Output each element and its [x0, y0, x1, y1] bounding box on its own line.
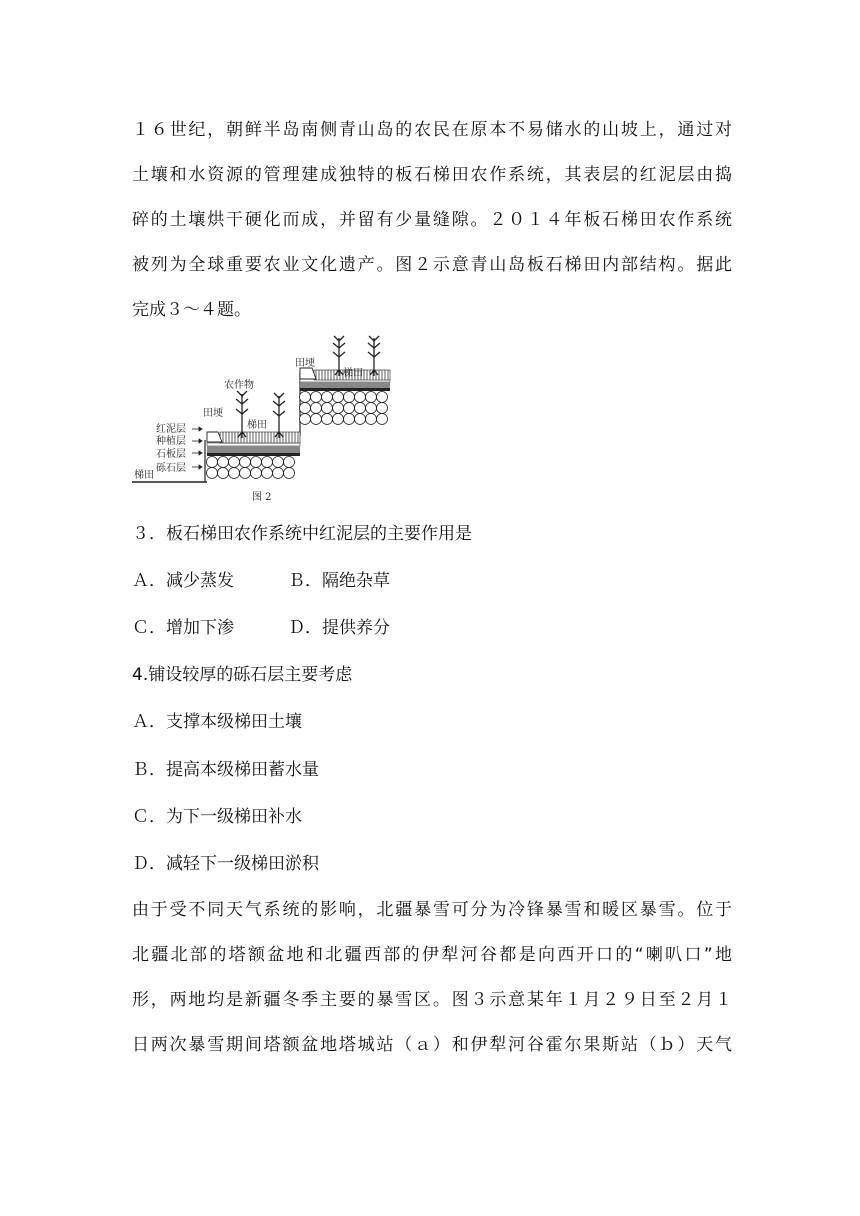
layer-pointer-arrows [192, 427, 202, 469]
label-gravel-layer: 砾石层 [156, 463, 186, 474]
label-terrace-base: 梯田 [134, 470, 154, 481]
label-planting-layer: 种植层 [156, 436, 186, 447]
intro-paragraph-2 [132, 888, 732, 1068]
label-ridge-lower: 田埂 [203, 408, 223, 419]
label-crop: 农作物 [224, 380, 254, 391]
intro-paragraph-1 [132, 108, 732, 333]
question-4-option-c: Ｃ．为下一级梯田补水 [132, 807, 302, 827]
question-4-option-b: Ｂ．提高本级梯田蓄水量 [132, 760, 319, 780]
question-3-option-a: Ａ．减少蒸发 [132, 571, 234, 591]
question-4-option-a: Ａ．支撑本级梯田土壤 [132, 712, 302, 732]
figure-caption: 图 2 [252, 492, 272, 503]
upper-ridge [300, 368, 316, 379]
lower-gravel-layer [207, 457, 295, 479]
terrace-structure-figure [132, 332, 394, 508]
intro-1-line-3: 碎的土壤烘干硬化而成，并留有少量缝隙。２０１４年板石梯田农作系统 [132, 210, 732, 230]
intro-1-line-1: １６世纪，朝鲜半岛南侧青山岛的农民在原本不易储水的山坡上，通过对 [132, 120, 732, 140]
upper-gravel-layer [300, 392, 388, 425]
question-3-option-b: Ｂ．隔绝杂草 [288, 571, 390, 591]
intro-2-line-3: 形，两地均是新疆冬季主要的暴雪区。图３示意某年１月２９日至２月１ [132, 990, 732, 1010]
intro-1-line-5: 完成３～４题。 [132, 300, 251, 320]
label-red-clay-layer: 红泥层 [156, 424, 186, 435]
question-4-stem: 4.铺设较厚的砾石层主要考虑 [132, 665, 353, 685]
intro-1-line-2: 土壤和水资源的管理建成独特的板石梯田农作系统，其表层的红泥层由捣 [132, 165, 732, 185]
intro-2-line-4: 日两次暴雪期间塔额盆地塔城站（ａ）和伊犁河谷霍尔果斯站（ｂ）天气 [132, 1035, 732, 1055]
label-terrace-lower: 梯田 [247, 420, 267, 431]
intro-1-line-4: 被列为全球重要农业文化遗产。图２示意青山岛板石梯田内部结构。据此 [132, 255, 732, 275]
intro-2-line-2: 北疆北部的塔额盆地和北疆西部的伊犁河谷都是向西开口的“喇叭口”地 [132, 945, 732, 965]
label-slate-layer: 石板层 [156, 449, 186, 460]
intro-2-line-1: 由于受不同天气系统的影响，北疆暴雪可分为冷锋暴雪和暖区暴雪。位于 [132, 900, 732, 920]
label-ridge-upper: 田埂 [295, 358, 315, 369]
question-3-option-c: Ｃ．增加下渗 [132, 618, 234, 638]
question-3-option-d: Ｄ．提供养分 [288, 618, 390, 638]
label-terrace-upper: 梯田 [343, 368, 363, 379]
question-3-stem: ３．板石梯田农作系统中红泥层的主要作用是 [132, 524, 472, 544]
question-4-option-d: Ｄ．减轻下一级梯田淤积 [132, 854, 319, 874]
